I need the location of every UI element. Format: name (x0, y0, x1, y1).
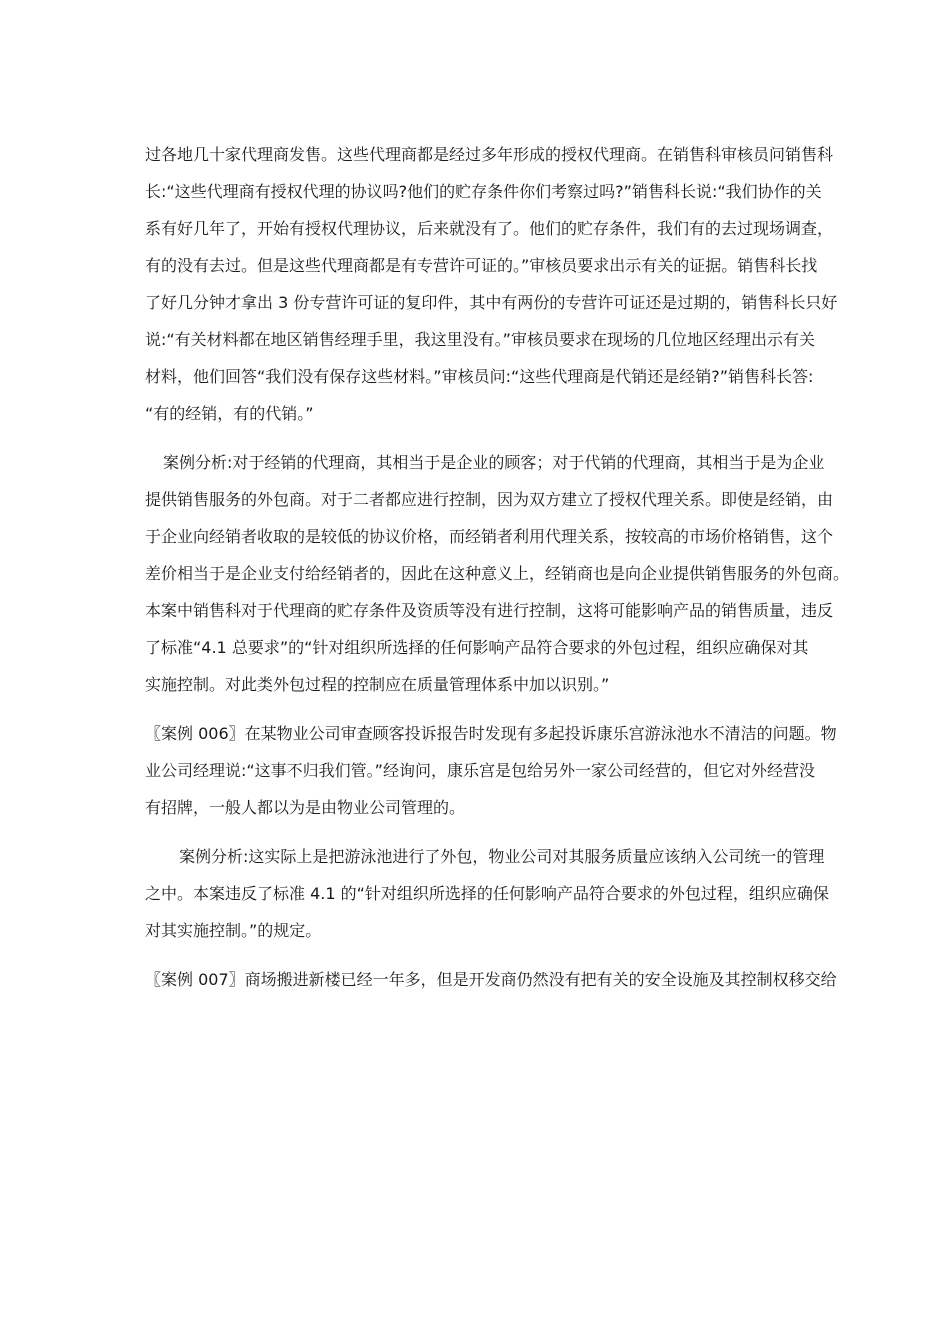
paragraph-case-006-analysis (145, 838, 829, 949)
text-line: 系有好几年了，开始有授权代理协议，后来就没有了。他们的贮存条件，我们有的去过现场调查， (145, 219, 834, 238)
text-line: 本案中销售科对于代理商的贮存条件及资质等没有进行控制，这将可能影响产品的销售质量，违反 (145, 601, 834, 620)
text-line: 长:“这些代理商有授权代理的协议吗?他们的贮存条件你们考察过吗?”销售科长说:“我们协作的关 (145, 182, 822, 201)
text-line: 有招牌，一般人都以为是由物业公司管理的。 (145, 798, 466, 817)
text-line: 业公司经理说:“这事不归我们管。”经询问，康乐宫是包给另外一家公司经营的，但它对外经营没 (145, 761, 815, 780)
text-line: 提供销售服务的外包商。对于二者都应进行控制，因为双方建立了授权代理关系。即使是经销，由 (145, 490, 834, 509)
text-line: 了好几分钟才拿出 3 份专营许可证的复印件，其中有两份的专营许可证还是过期的，销售科长只好 (145, 293, 838, 312)
text-line: 实施控制。对此类外包过程的控制应在质量管理体系中加以识别。” (145, 675, 610, 694)
text-line: 了标准“4.1 总要求”的“针对组织所选择的任何影响产品符合要求的外包过程，组织应确保对其 (145, 638, 809, 657)
text-line: 于企业向经销者收取的是较低的协议价格，而经销者利用代理关系，按较高的市场价格销售，这个 (145, 527, 834, 546)
text-line: 材料，他们回答“我们没有保存这些材料。”审核员问:“这些代理商是代销还是经销?”销售科长答: (145, 367, 814, 386)
text-line: 对其实施控制。”的规定。 (145, 921, 322, 940)
text-line: 过各地几十家代理商发售。这些代理商都是经过多年形成的授权代理商。在销售科审核员问销售科 (145, 145, 834, 164)
text-line: 差价相当于是企业支付给经销者的，因此在这种意义上，经销商也是向企业提供销售服务的外包商。 (145, 564, 850, 583)
text-line: 之中。本案违反了标准 4.1 的“针对组织所选择的任何影响产品符合要求的外包过程，组织应确保 (145, 884, 829, 903)
text-line: 案例分析:这实际上是把游泳池进行了外包，物业公司对其服务质量应该纳入公司统一的管理 (179, 847, 825, 866)
text-line: 〖案例 007〗商场搬进新楼已经一年多，但是开发商仍然没有把有关的安全设施及其控制权移交给 (145, 970, 837, 989)
paragraph-case-005-narrative (145, 136, 838, 432)
body-text (145, 136, 850, 998)
text-line: 说:“有关材料都在地区销售经理手里，我这里没有。”审核员要求在现场的几位地区经理出示有关 (145, 330, 815, 349)
paragraph-case-007-narrative (145, 961, 837, 998)
text-line: “有的经销，有的代销。” (145, 404, 314, 423)
text-line: 案例分析:对于经销的代理商，其相当于是企业的顾客；对于代销的代理商，其相当于是为企业 (163, 453, 825, 472)
paragraph-case-006-narrative (145, 715, 837, 826)
text-line: 〖案例 006〗在某物业公司审查顾客投诉报告时发现有多起投诉康乐宫游泳池水不清洁的问题。物 (145, 724, 837, 743)
paragraph-case-005-analysis (145, 444, 850, 703)
text-line: 有的没有去过。但是这些代理商都是有专营许可证的。”审核员要求出示有关的证据。销售科长找 (145, 256, 818, 275)
